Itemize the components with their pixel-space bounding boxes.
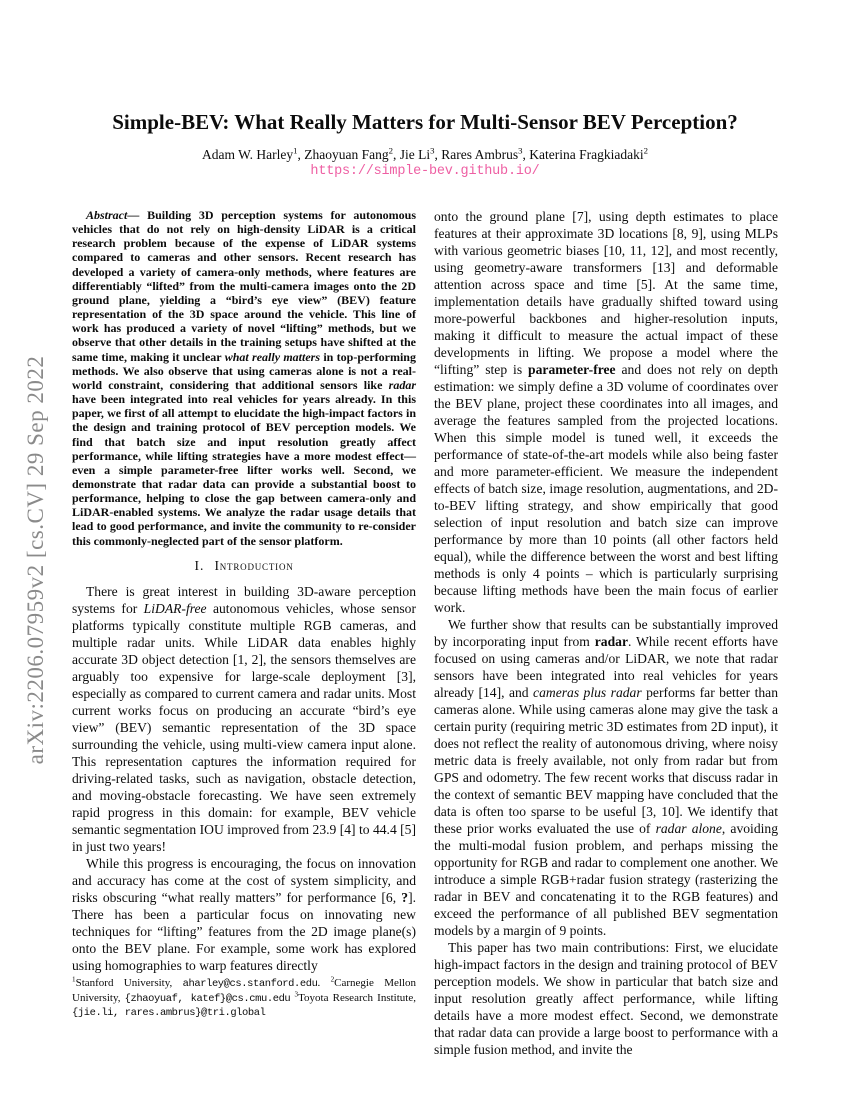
intro-paragraph-2-continued: onto the ground plane [7], using depth estimates to place features at their approximate 3D locations [8, 9], using MLPs with various geometric biases [10, 11, 12], and most recently, using geometry-aware transformers [13] and deformable attention across space and time [5]. At the same time, implementation details have gradually shifted toward using more-powerful backbones and higher-resolution inputs, making it difficult to measure the actual impact of these developments in lifting. We propose a model where the “lifting” step is parameter-free and does not rely on depth estimation: we simply define a 3D volume of coordinates over the BEV plane, project these coordinates into all images, and average the features sampled from the projected locations. When this simple model is tuned well, it exceeds the performance of state-of-the-art models while also being faster and more parameter-efficient. We measure the independent effects of batch size, image resolution, augmentations, and 2D-to-BEV lifting strategy, and show empirically that good selection of input resolution and batch size can improve performance by more than 10 points (all other factors held equal), while the difference between the worst and best lifting methods is only 4 points – which is particularly surprising because lifting methods have been the main focus of earlier work.	[434, 209, 778, 615]
intro-paragraph-1: There is great interest in building 3D-aware perception systems for LiDAR-free autonomous vehicles, whose sensor platforms typically constitute multiple RGB cameras, and multiple radar units. While LiDAR data enables highly accurate 3D object detection [1, 2], the sensors themselves are arguably too expensive for large-scale deployment [3], especially as compared to current camera and radar units. Most current works focus on producing an accurate “bird’s eye view” (BEV) semantic representation of the 3D space surrounding the vehicle, using multi-view camera input alone. This representation captures the information required for driving-related tasks, such as navigation, obstacle detection, and moving-obstacle forecasting. We have seen extremely rapid progress in this domain: for example, BEV vehicle semantic segmentation IOU improved from 23.9 [4] to 44.4 [5] in just two years!	[72, 583, 416, 854]
section-title: Introduction	[214, 557, 294, 573]
intro-paragraph-4: This paper has two main contributions: First, we elucidate high-impact factors in the design and training protocol of BEV perception models. We show in particular that batch size and input resolution greatly affect performance, while lifting details have a more modest effect. Second, we demonstrate that radar data can provide a large boost to performance with a simple fusion method, and invite the	[434, 940, 778, 1057]
abstract-text: Abstract— Building 3D perception systems for autonomous vehicles that do not rely on high-density LiDAR is a critical research problem because of the expense of LiDAR systems compared to cameras and other sensors. Recent research has developed a variety of camera-only methods, where features are differentiably “lifted” from the multi-camera images onto the 2D ground plane, yielding a “bird’s eye view” (BEV) feature representation of the 3D space around the vehicle. This line of work has produced a variety of novel “lifting” methods, but we observe that other details in the training setups have shifted at the same time, making it unclear what really matters in top-performing methods. We also observe that using cameras alone is not a real-world constraint, considering that additional sensors like radar have been integrated into real vehicles for years already. In this paper, we first of all attempt to elucidate the high-impact factors in the design and training protocol of BEV perception models. We find that batch size and input resolution greatly affect performance, while lifting strategies have a more modest effect—even a simple parameter-free lifter works well. Second, we demonstrate that radar data can provide a substantial boost to performance, helping to close the gap between camera-only and LiDAR-enabled systems. We analyze the radar usage details that lead to good performance, and invite the community to re-consider this commonly-neglected part of the sensor platform.	[72, 208, 416, 548]
authors-line: Adam W. Harley$^1$, Zhaoyuan Fang$^2$, Jie Li$^3$, Rares Ambrus$^3$, Katerina Fragkiadaki$^2$	[202, 145, 648, 162]
paper-title: Simple-BEV: What Really Matters for Multi-Sensor BEV Perception?	[112, 110, 738, 135]
right-column	[434, 208, 778, 1058]
author-affiliations-footnote: $^1$Stanford University, aharley@cs.stanford.edu. $^2$Carnegie Mellon University, {zhaoyuaf, katef}@cs.cmu.edu $^3$Toyota Research Institute, {jie.li, rares.ambrus}@tri.global	[72, 975, 416, 1020]
intro-paragraph-2: While this progress is encouraging, the focus on innovation and accuracy has come at the cost of system simplicity, and risks obscuring “what really matters” for performance [6, ?]. There has been a particular focus on innovating new techniques for “lifting” features from the 2D image plane(s) onto the BEV plane. For example, some work has explored using homographies to warp features directly	[72, 855, 416, 973]
arxiv-watermark: arXiv:2206.07959v2 [cs.CV] 29 Sep 2022	[23, 355, 48, 765]
left-column	[72, 208, 416, 974]
paper-url-link[interactable]: https://simple-bev.github.io/	[310, 164, 540, 179]
section-number: I.	[194, 557, 205, 573]
intro-paragraph-3: We further show that results can be substantially improved by incorporating input from radar. While recent efforts have focused on using cameras and/or LiDAR, we note that radar sensors have been integrated into real vehicles for years already [14], and cameras plus radar performs far better than cameras alone. While using cameras alone may give the task a certain purity (requiring metric 3D estimates from 2D input), it does not reflect the reality of autonomous driving, where noisy metric data is freely available, not only from radar but from GPS and odometry. The few recent works that discuss radar in the context of semantic BEV mapping have concluded that the data is often too sparse to be useful [3, 10]. We identify that these prior works evaluated the use of radar alone, avoiding the multi-modal fusion problem, and perhaps missing the opportunity for RGB and radar to complement one another. We introduce a simple RGB+radar fusion strategy (rasterizing the radar in BEV and concatenating it to the RGB features) and exceed the performance of all published BEV segmentation models by a margin of 9 points.	[434, 617, 778, 938]
section-heading-introduction	[72, 558, 416, 574]
